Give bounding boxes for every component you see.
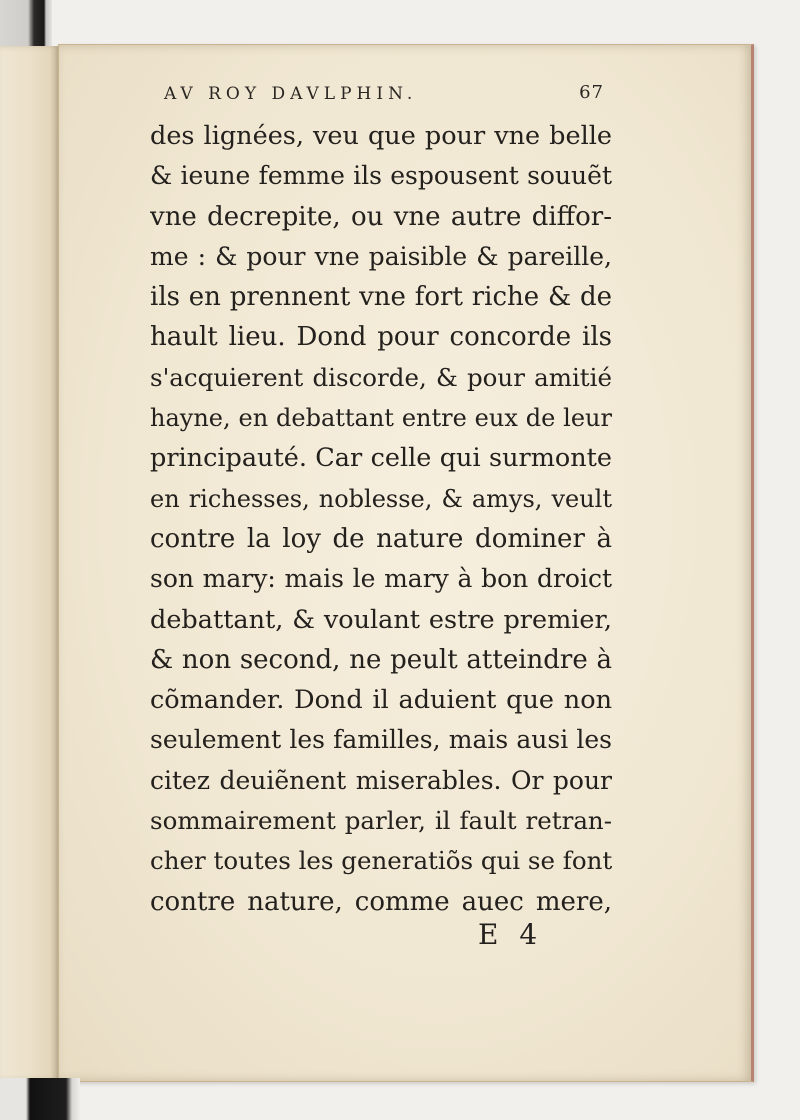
binding-top <box>0 0 52 46</box>
text-line: debattant, & voulant estre premier, <box>150 604 612 635</box>
facing-page-edge <box>0 46 61 1080</box>
body-text <box>150 116 612 922</box>
text-line: seulement les familles, mais ausi les <box>150 725 612 755</box>
signature-mark: E 4 <box>478 918 544 951</box>
text-line: vne decrepite, ou vne autre diffor- <box>150 201 612 232</box>
text-line: principauté. Car celle qui surmonte <box>150 443 612 474</box>
text-line: hault lieu. Dond pour concorde ils <box>150 322 612 353</box>
text-line: me : & pour vne paisible & pareille, <box>150 241 612 271</box>
text-line: citez deuiẽnent miserables. Or pour <box>150 765 612 795</box>
text-line: sommairement parler, il fault retran- <box>150 806 612 836</box>
text-line: cõmander. Dond il aduient que non <box>150 685 612 716</box>
text-line: & ieune femme ils espousent souuẽt <box>150 161 612 191</box>
text-line: contre la loy de nature dominer à <box>150 523 612 554</box>
text-line: ils en prennent vne fort riche & de <box>150 282 612 313</box>
binding-bottom <box>0 1078 80 1120</box>
text-line: & non second, ne peult atteindre à <box>150 644 612 675</box>
text-line: cher toutes les generatiõs qui se font <box>150 846 612 876</box>
running-head <box>164 84 604 108</box>
text-line: contre nature, comme auec mere, <box>150 886 612 917</box>
page-number: 67 <box>579 82 604 103</box>
text-line: en richesses, noblesse, & amys, veult <box>150 484 612 513</box>
running-head-title: AV ROY DAVLPHIN. <box>164 84 418 104</box>
text-line: son mary: mais le mary à bon droict <box>150 564 612 594</box>
text-line: des lignées, veu que pour vne belle <box>150 121 612 151</box>
text-line: s'acquierent discorde, & pour amitié <box>150 362 612 392</box>
text-line: hayne, en debattant entre eux de leur <box>150 404 612 433</box>
